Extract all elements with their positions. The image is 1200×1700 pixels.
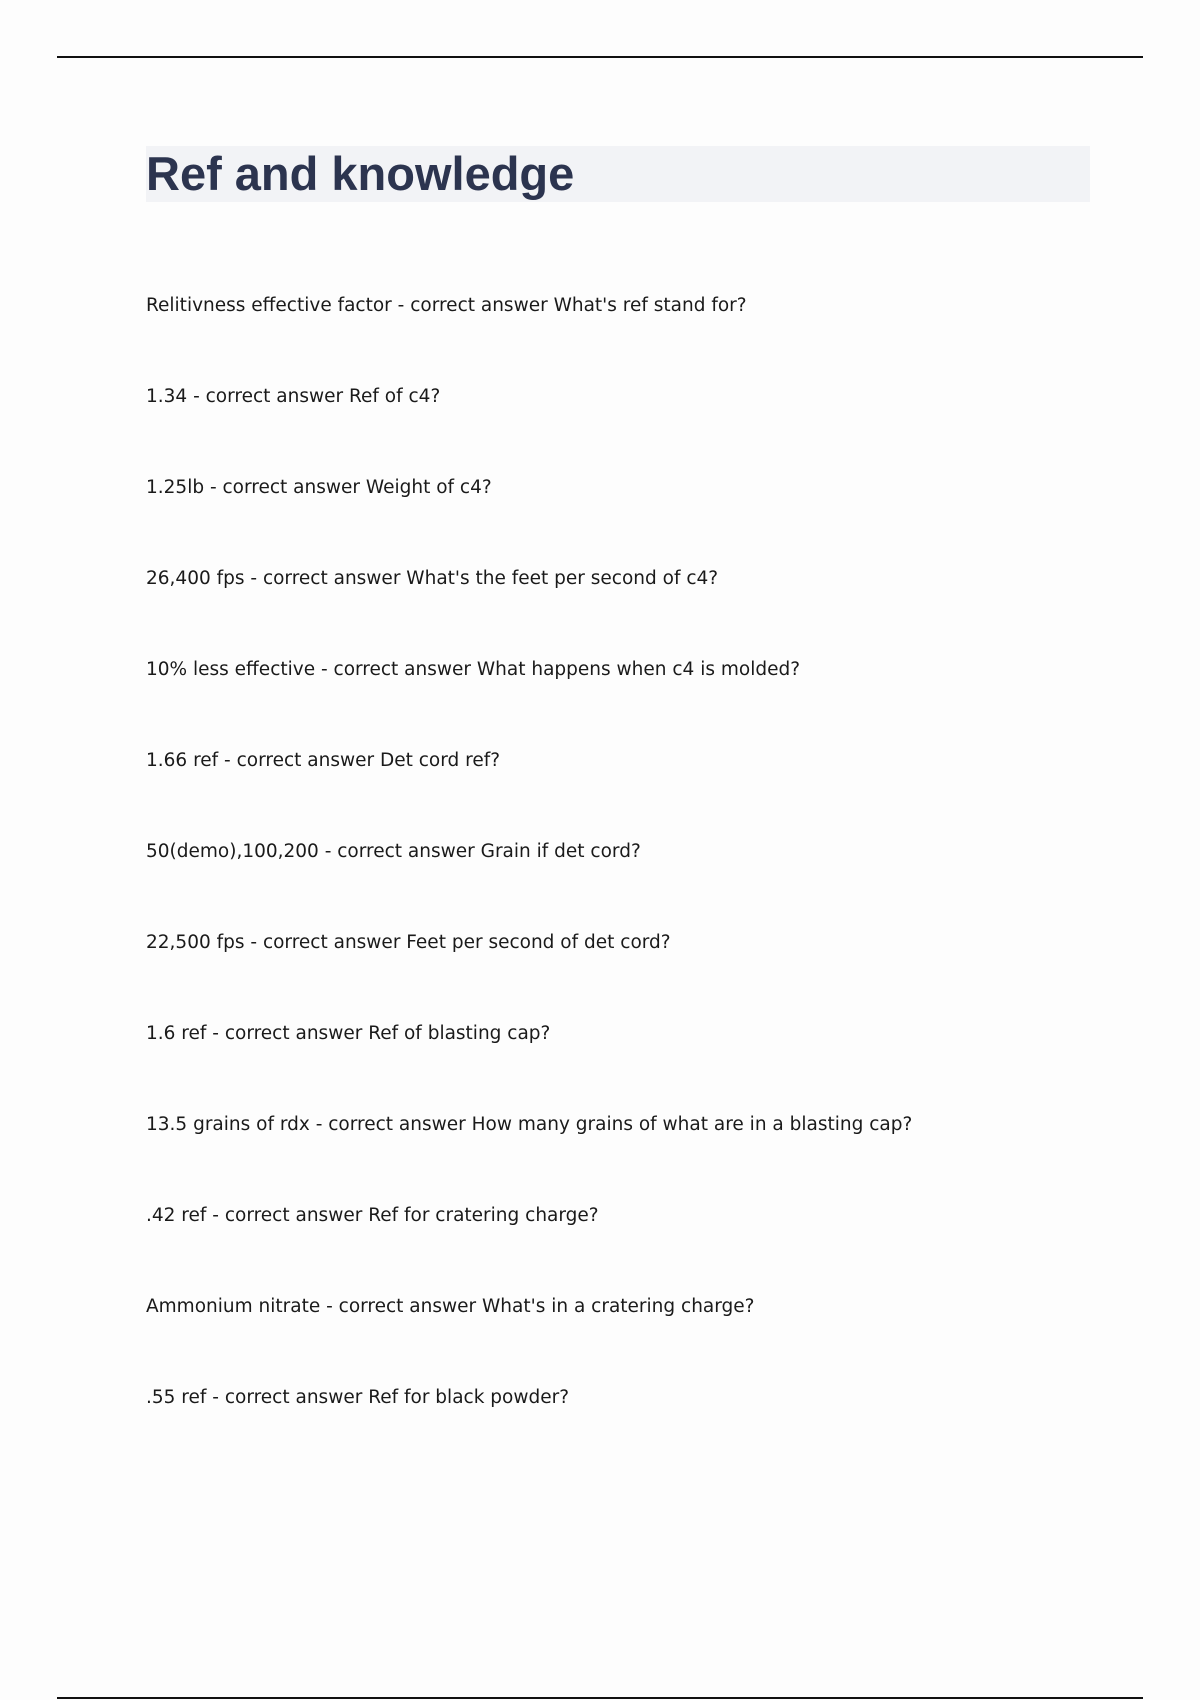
page-top-rule bbox=[57, 56, 1143, 58]
qa-item: 22,500 fps - correct answer Feet per second of det cord? bbox=[146, 932, 671, 953]
qa-list bbox=[146, 292, 912, 1475]
qa-item: Relitivness effective factor - correct answer What's ref stand for? bbox=[146, 295, 747, 316]
qa-item: 1.66 ref - correct answer Det cord ref? bbox=[146, 750, 501, 771]
page-bottom-rule bbox=[57, 1697, 1143, 1699]
qa-item: 1.6 ref - correct answer Ref of blasting cap? bbox=[146, 1023, 551, 1044]
qa-item: .42 ref - correct answer Ref for cratering charge? bbox=[146, 1205, 599, 1226]
qa-item: 50(demo),100,200 - correct answer Grain if det cord? bbox=[146, 841, 641, 862]
qa-item: .55 ref - correct answer Ref for black powder? bbox=[146, 1387, 570, 1408]
qa-item: 13.5 grains of rdx - correct answer How many grains of what are in a blasting cap? bbox=[146, 1114, 913, 1135]
qa-item: 1.25lb - correct answer Weight of c4? bbox=[146, 477, 492, 498]
qa-item: 10% less effective - correct answer What happens when c4 is molded? bbox=[146, 659, 801, 680]
page-title: Ref and knowledge bbox=[146, 147, 575, 200]
qa-item: Ammonium nitrate - correct answer What's in a cratering charge? bbox=[146, 1296, 755, 1317]
qa-item: 1.34 - correct answer Ref of c4? bbox=[146, 386, 441, 407]
qa-item: 26,400 fps - correct answer What's the feet per second of c4? bbox=[146, 568, 719, 589]
